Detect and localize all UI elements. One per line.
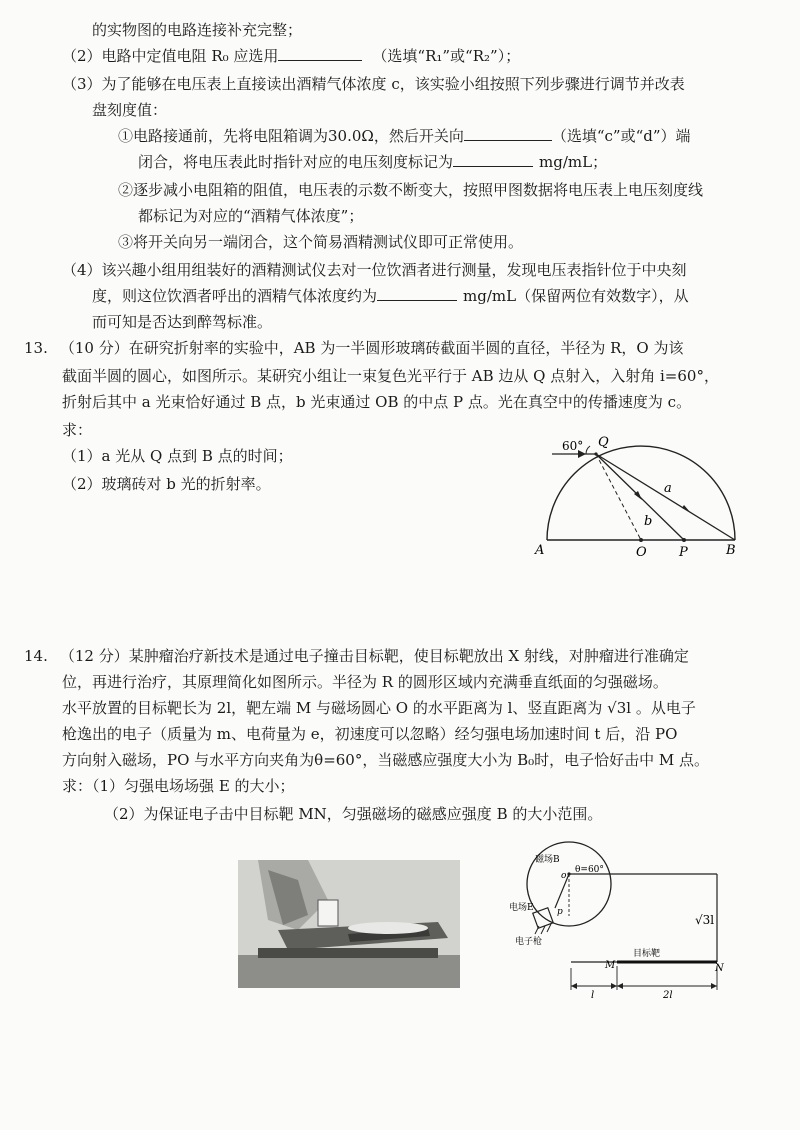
answer-blank-r0[interactable] [278,46,362,61]
q12-part4-line1 [62,260,687,280]
q14-line4: 枪逸出的电子（质量为 m、电荷量为 e，初速度可以忽略）经匀强电场加速时间 t 后，沿 PO [62,725,678,743]
q12-part4-text: 该兴趣小组用组装好的酒精测试仪去对一位饮酒者进行测量，发现电压表指针位于中央刻 [101,261,687,279]
q12-step3: ③将开关向另一端闭合，这个简易酒精测试仪即可正常使用。 [118,233,524,251]
semicircle-outline [547,446,735,540]
step1-hint: （选填“c”或“d”）端 [551,127,691,145]
q12-step2-line2: 都标记为对应的“酒精气体浓度”； [138,207,364,225]
q14-line2: 位，再进行治疗，其原理简化如图所示。半径为 R 的圆形区域内充满垂直纸面的匀强磁场。 [62,673,668,691]
point-q [594,452,597,455]
q14-line6: 求：（1）匀强电场场强 E 的大小； [62,777,295,795]
q12-continuation-line: 的实物图的电路连接补充完整； [92,21,303,39]
answer-blank-switch[interactable] [464,126,552,141]
label-P: P [679,545,688,560]
q12-step1-line1 [118,126,691,146]
q13-line1 [24,338,683,358]
q14-subq2: （2）为保证电子击中目标靶 MN，匀强磁场的磁感应强度 B 的大小范围。 [104,805,603,823]
q12-part3-text: 为了能够在电压表上直接读出酒精气体浓度 c，该实验小组按照下列步骤进行调节并改表 [101,75,685,93]
label-O: O [636,545,647,560]
q13-text1: （10 分）在研究折射率的实验中，AB 为一半圆形玻璃砖截面半圆的直径，半径为 R，O 为该 [59,339,684,357]
step1-unit: mg/mL； [539,153,608,171]
q13-number: 13. [24,339,48,357]
q12-part4-unit: mg/mL（保留两位有效数字），从 [463,287,689,305]
label-2l: 2l [663,990,673,998]
label-p: p [557,907,563,917]
q12-part3 [62,74,685,94]
label-l: l [591,990,595,998]
label-A: A [535,543,545,558]
label-o: o [561,871,567,881]
q14-line1 [24,646,689,666]
label-theta: θ=60° [575,865,604,875]
q12-part4-text2: 度，则这位饮酒者呼出的酒精气体浓度约为 [92,287,378,305]
q13-line4: 求： [62,421,93,439]
q12-part2 [62,46,520,66]
label-m: M [605,960,616,971]
ray-a [596,454,735,540]
label-q: Q [598,435,609,450]
q12-part4-number: （4） [62,261,102,279]
q12-part2-number: （2） [62,47,102,65]
label-n: N [715,963,724,974]
angle-label: 60° [562,439,584,453]
machine-illustration [238,860,460,988]
q13-line3: 折射后其中 a 光束恰好通过 B 点，b 光束通过 OB 的中点 P 点。光在真空中的传播速度为 c。 [62,393,692,411]
label-e-field: 电场E [509,903,534,913]
label-gun: 电子枪 [515,937,543,947]
label-height: √3l [695,913,715,927]
q12-part4-line2 [92,286,689,306]
label-a: a [664,481,672,496]
q12-step1-line2 [138,152,607,172]
treatment-machine-photo [238,860,460,988]
answer-blank-voltage-mark[interactable] [453,152,533,167]
q14-number: 14. [24,647,48,665]
point-o [639,538,643,542]
q14-line3: 水平放置的目标靶长为 2l，靶左端 M 与磁场圆心 O 的水平距离为 l、竖直距离为 √3l 。从电子 [62,699,696,717]
q14-text1: （12 分）某肿瘤治疗新技术是通过电子撞击目标靶，使目标靶放出 X 射线，对肿瘤进行准确定 [59,647,689,665]
semicircle-glass-figure [530,430,780,565]
label-target: 目标靶 [633,949,661,959]
q13-line2: 截面半圆的圆心，如图所示。某研究小组让一束复色光平行于 AB 边从 Q 点射入，入射角 i=60°， [62,367,719,385]
step1-text2: 闭合，将电压表此时指针对应的电压刻度标记为 [138,153,454,171]
q12-part2-text: 电路中定值电阻 R₀ 应选用 [101,47,279,65]
step1-text: ①电路接通前，先将电阻箱调为30.0Ω，然后开关向 [118,127,464,145]
q12-part3-number: （3） [62,75,102,93]
ray-a-arrow-icon [682,505,690,512]
label-field-b: 磁场B [535,855,560,865]
label-b: b [644,514,653,529]
answer-blank-concentration[interactable] [377,286,457,301]
q12-part4-line3: 而可知是否达到醉驾标准。 [92,313,273,331]
label-B: B [726,543,736,558]
q13-subq1: （1）a 光从 Q 点到 B 点的时间； [62,447,293,465]
q14-line5: 方向射入磁场，PO 与水平方向夹角为θ=60°，当磁感应强度大小为 B₀时，电子恰好击中 M 点。 [62,751,710,769]
electron-gun-diagram [505,838,775,998]
q12-part3-line2: 盘刻度值： [92,101,168,119]
q12-part2-hint: （选填“R₁”或“R₂”）； [372,47,521,65]
q13-subq2: （2）玻璃砖对 b 光的折射率。 [62,475,271,493]
angle-arc [586,446,590,454]
q12-step2-line1: ②逐步减小电阻箱的阻值，电压表的示数不断变大，按照甲图数据将电压表上电压刻度线 [118,181,704,199]
normal-line [596,454,641,540]
point-p [682,538,686,542]
